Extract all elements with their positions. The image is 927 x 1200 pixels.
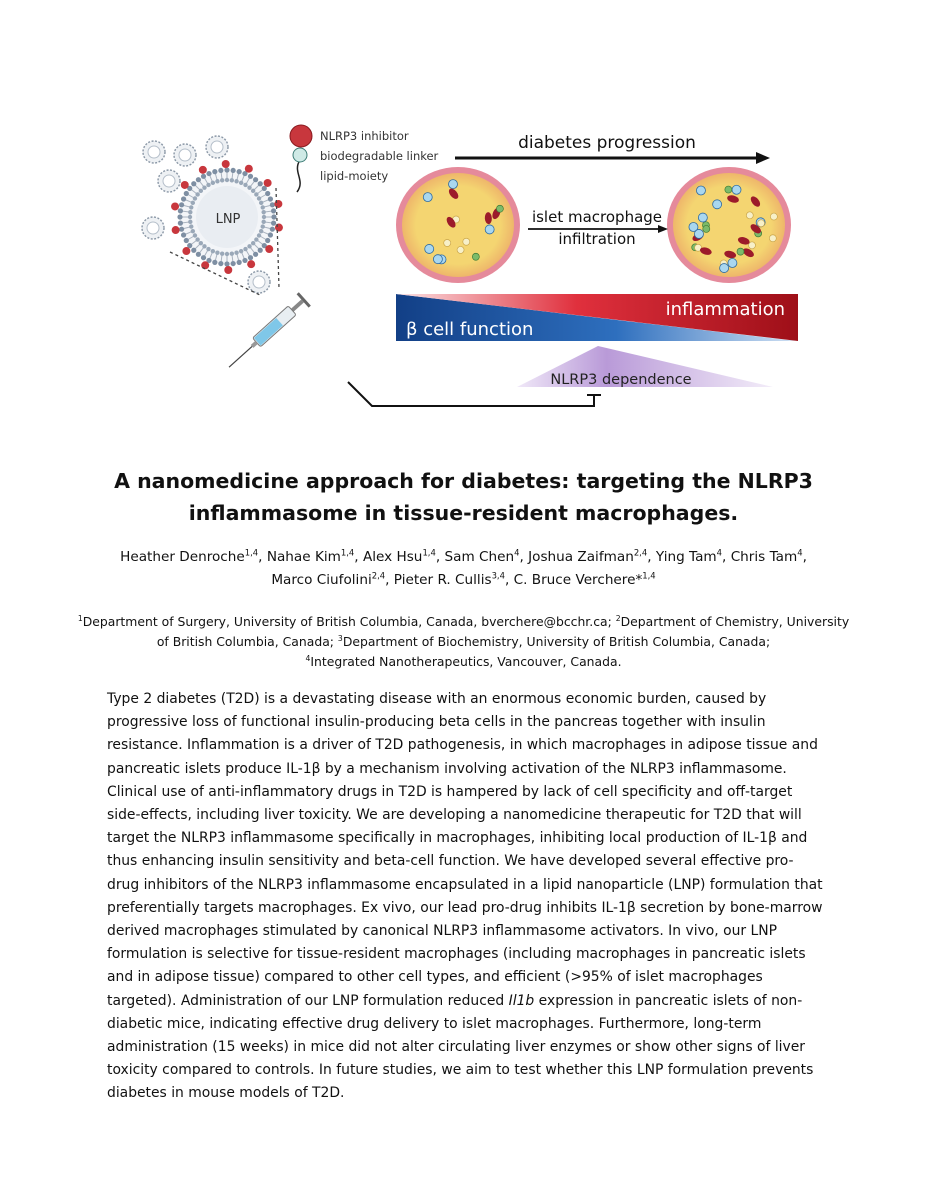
graphical-abstract-figure [0,0,927,430]
paper-title [60,465,867,529]
author: C. Bruce Verchere*$^{1,4}$ [513,570,656,588]
title-line-1: A nanomedicine approach for diabetes: targeting the NLRP3 [114,469,813,493]
legend-lipid: lipid-moiety [320,169,389,183]
small-nanoparticle-icon [142,217,164,239]
small-nanoparticle-icon [174,144,196,166]
affiliation-1: Department of Surgery, University of British Columbia, Canada, bverchere@bcchr.ca; [82,614,616,629]
small-nanoparticle-icon [206,136,228,158]
inflamed-islet-icon [667,167,791,283]
abstract [107,688,823,1106]
syringe-icon [223,292,311,374]
small-nanoparticle-icon [143,141,165,163]
inflammation-label: inflammation [665,299,785,320]
dependence-label: NLRP3 dependence [550,372,692,388]
beta-label: β cell function [406,319,534,340]
legend-inhibitor: NLRP3 inhibitor [320,129,409,143]
author: Chris Tam$^4$, [730,547,807,565]
affiliation-2: Department of Chemistry, University of British Columbia, Canada; [156,614,850,649]
infiltration-label-2: infiltration [558,230,636,248]
author: Sam Chen$^4$, [444,547,529,565]
author: Nahae Kim$^{1,4}$, [266,547,363,565]
author: Ying Tam$^4$, [655,547,731,565]
infiltration-label-1: islet macrophage [531,208,663,226]
abstract-paragraph: Type 2 diabetes (T2D) is a devastating disease with an enormous economic burden, caused by progressive loss of functional insulin-producing beta cells in the pancreas together with insulin resistance. Inflammation is a driver of T2D pathogenesis, in which macrophages in adipose tissue and pancreatic islets produce IL-1β by a mechanism involving activation of the NLRP3 inflammasome. Clinical use of anti-inflammatory drugs in T2D is hampered by lack of cell specificity and off-target side-effects, including liver toxicity. We are developing a nanomedicine therapeutic for T2D that will target the NLRP3 inflammasome specifically in macrophages, inhibiting local production of IL-1β and thus enhancing insulin sensitivity and beta-cell function. We have developed several effective pro-drug inhibitors of the NLRP3 inflammasome encapsulated in a lipid nanoparticle (LNP) formulation that preferentially targets macrophages. Ex vivo, our lead pro-drug inhibits IL-1β secretion by bone-marrow derived macrophages stimulated by canonical NLRP3 inflammasome activators. In vivo, our LNP formulation is selective for tissue-resident macrophages (including macrophages in pancreatic islets and in adipose tissue) compared to other cell types, and efficient (>95% of islet macrophages targeted). Administration of our LNP formulation reduced Il1b expression in pancreatic islets of non-diabetic mice, indicating effective drug delivery to islet macrophages. Furthermore, long-term administration (15 weeks) in mice did not alter circulating liver enzymes or show other signs of liver toxicity compared to controls. In future studies, we aim to test whether this LNP formulation prevents diabetes in mouse models of T2D. [107,691,823,1102]
affiliation-4: Integrated Nanotherapeutics, Vancouver, Canada. [310,654,622,669]
gene-name: Il1b [508,992,535,1009]
author: Pieter R. Cullis$^{3,4}$, [393,570,514,588]
title-line-2: inflammasome in tissue-resident macrophages. [188,501,739,525]
author-list [70,546,857,592]
affiliations: $^1$Department of Surgery, University of British Columbia, Canada, bverchere@bcchr.ca; $^2$Department of Chemistry, University of British Columbia, Canada; $^3$Department of Biochemistry, University of British Columbia, Canada; $^4$Integrated Nanotherapeutics, Vancouver, Canada. [77,613,850,669]
progression-label: diabetes progression [518,133,696,153]
author: Joshua Zaifman$^{2,4}$, [528,547,656,565]
prodrug-molecule-icon [290,125,312,192]
legend-linker: biodegradable linker [320,149,439,163]
small-nanoparticle-icon [158,170,180,192]
affiliation-3: Department of Biochemistry, University of British Columbia, Canada; [342,634,771,649]
author: Heather Denroche$^{1,4}$, [120,547,267,565]
lnp-label: LNP [215,212,241,227]
author: Marco Ciufolini$^{2,4}$, [271,570,394,588]
healthy-islet-icon [396,167,520,283]
author: Alex Hsu$^{1,4}$, [362,547,445,565]
small-nanoparticle-icon [248,271,270,293]
